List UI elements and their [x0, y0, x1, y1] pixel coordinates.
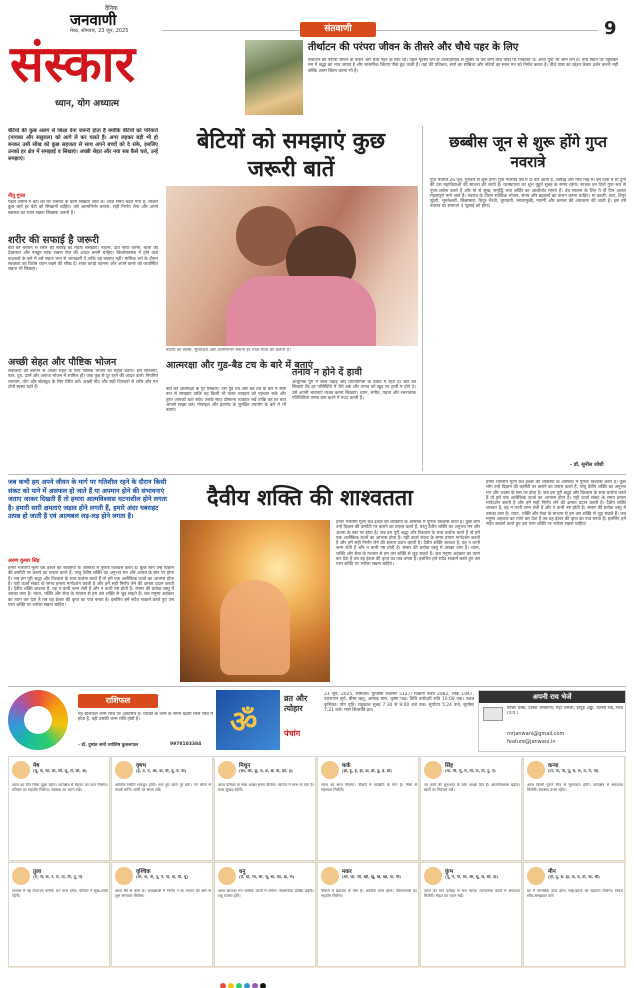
rashi-letters: (भो, जा, जी, खी, खू, खे, खो, गा, गी): [342, 875, 401, 879]
photo-caption: बेटियों को स्वस्थ, सुशिक्षित और आत्मनिर्भर बनाना हर माता-पिता का कर्तव्य है।: [166, 348, 291, 353]
navratra-byline: - डॉ. सुनील जोशी: [570, 462, 604, 468]
rashi-cell: [420, 862, 522, 967]
page-number: 9: [604, 18, 617, 39]
section-divider: [8, 686, 626, 687]
rashi-name: मकर: [342, 869, 352, 875]
rashi-name: तुला: [33, 869, 42, 875]
rashifal-byline: - डॉ. दुष्यंत शर्मा ज्योतिष कुशलपाल: [78, 743, 139, 748]
color-dot: [228, 983, 234, 988]
vrat-label: व्रत और त्योहार: [284, 694, 308, 713]
rashi-text: आर्थिक स्थिति मजबूत होगी। रुके हुए कार्य पूरे होंगे। नए लोगों से संपर्क बनेंगे। वाणी पर संयम रखें।: [115, 783, 211, 792]
rashi-letters: (का, की, कू, घ, ङ, छ, के, को, ह): [239, 769, 293, 773]
section-divider: [8, 474, 626, 475]
rashi-letters: (ये, यो, भा, भी, भू, धा, फा, ढा, भे): [239, 875, 295, 879]
zodiac-sign-icon: [115, 761, 133, 779]
santvani-body: तीर्थाटन की परंपरा जीवन के तीसरे और चौथे पहर के लिए थी। पहले गृहस्थ धर्म के उत्तरदायित्व से मुक्ति पा कर लोग तीर्थ यात्रा पर निकलते थे। आज युवा भी जाने लगे हैं। तीर्थ स्थान पर पहुंचकर मन में श्रद्धा का भाव जगता है और सांसारिक चिंताएं पीछे छूट जाती हैं। वहां की पवित्रता, संतों का सान्निध्य और नदियों का स्नान मन को निर्मल करता है। तीर्थ यात्रा का उद्देश्य केवल दर्शन करना नहीं बल्कि आत्म चिंतन करना भी है।: [308, 58, 618, 74]
rashi-cell: [214, 756, 316, 861]
subhead-cleanliness: शरीर की सफाई है जरूरी: [8, 235, 99, 246]
zodiac-wheel-center: [24, 706, 52, 734]
rashi-name: सिंह: [445, 763, 454, 769]
rashi-cell: [317, 862, 419, 967]
stress-body: आधुनिक युग में बच्चे पढ़ाई और प्रतियोगिता के दबाव में रहते हैं। बेटी को सिखाएं कि हर परिस्थिति में धैर्य रखे और तनाव को खुद पर हावी न होने दे। उसे अपनी भावनाएं व्यक्त करना सिखाएं। ध्यान, संगीत, पढ़ना और रचनात्मक गतिविधियां तनाव कम करने में मदद करती हैं।: [292, 380, 416, 401]
zodiac-sign-icon: [218, 867, 236, 885]
rashi-text: व्यापार में नई योजनाएं बनेंगी। धन लाभ होगा। परिवार में सुख-शांति रहेगी।: [12, 889, 108, 898]
opinion-email-2[interactable]: feature@janwani.in: [507, 739, 556, 745]
opinion-address: फीचर डेस्क, दैनिक जनवाणी, मेट्रो प्लाजा, हापुड़ अड्डा, दिल्ली रोड, मेरठ (उ.प्र.): [507, 706, 623, 717]
rashi-name: वृश्चिक: [136, 869, 151, 875]
rashi-name: कुंभ: [445, 869, 454, 875]
dateline: मेरठ, सोमवार, 23 जून, 2025: [70, 28, 129, 34]
rashi-text: आज आपका मन धार्मिक कार्यों में लगेगा। सामाजिक प्रतिष्ठा बढ़ेगी। शत्रु परास्त होंगे।: [218, 889, 314, 898]
santvani-headline: तीर्थाटन की परंपरा जीवन के तीसरे और चौथे पहर के लिए: [308, 42, 519, 53]
rashi-text: आज किसी पुराने मित्र से मुलाकात होगी। कार्यक्षेत्र में सफलता मिलेगी। स्वास्थ्य उत्तम रहेगा।: [527, 783, 623, 792]
opinion-title: अपनी राय भेजें: [479, 691, 625, 703]
rashi-cell: [523, 862, 625, 967]
zodiac-wheel-icon: [8, 690, 68, 750]
color-dot: [260, 983, 266, 988]
rashi-name: कर्क: [342, 763, 351, 769]
rashi-letters: (तो, ना, नी, नू, ने, नो, या, यी, यू): [136, 875, 189, 879]
rashi-name: कन्या: [548, 763, 559, 769]
envelope-icon: [483, 707, 503, 721]
self-defense-body: बेटी को आत्मरक्षा के गुर सिखाएं। उसे गुड टच और बैड टच के बारे में स्पष्ट रूप से समझाएं ताकि वह किसी भी गलत व्यवहार को पहचान सके और तुरंत आपको बता सके। उसके साथ दोस्ताना व्यवहार रखें ताकि वह हर बात आपसे साझा करे। मोबाइल और इंटरनेट के सुरक्षित उपयोग के बारे में भी बताएं।: [166, 387, 286, 414]
rashi-text: आज परिवार के साथ अच्छा समय बीतेगा। व्यापार में लाभ के योग हैं। यात्रा सुखद रहेगी।: [218, 783, 314, 792]
rashi-name: मेष: [33, 763, 40, 769]
om-graphic: [216, 690, 280, 750]
rashi-letters: (गू, गे, गो, सा, सी, सू, से, सो, दा): [445, 875, 499, 879]
divider: [162, 30, 300, 31]
article-headline-line1: बेटियों को समझाएं कुछ: [196, 128, 386, 154]
rashi-letters: (चू, चे, चो, ला, ली, लू, ले, लो, अ): [33, 769, 87, 773]
divine-hand-photo: [180, 520, 330, 682]
rashi-cell: [8, 862, 110, 967]
pilgrimage-photo: [245, 40, 303, 115]
rashi-cell: [111, 862, 213, 967]
shakti-body-col1: हमारे भारतीय मूल्य ग्रंथ ईश्वर की शक्तियों के अस्तित्व में पूर्णतः विश्वास करते हैं। कुछ लोग उन्हें विज्ञान की कसौटी पर कसने का प्रयास करते हैं, परंतु दैवीय शक्ति का अनुभव मन और आत्मा के स्तर पर होता है। जब हम पूरी श्रद्धा और विश्वास के साथ प्रार्थना करते हैं तो हमें एक अलौकिक ऊर्जा का आभास होता है। यही ऊर्जा संकट के समय हमारा मार्गदर्शन करती है और हमें सही निर्णय लेने की क्षमता प्रदान करती है। दैवीय शक्ति शाश्वत है, वह न कभी जन्म लेती है और न कभी नष्ट होती है। संसार की प्रत्येक वस्तु में उसका वास है। ध्यान, भक्ति और सेवा के माध्यम से हम उस शक्ति से जुड़ सकते हैं। जब मनुष्य अहंकार का त्याग कर देता है तब वह ईश्वर की कृपा का पात्र बनता है। इसलिए हमें सदैव सत्कर्म करते हुए उस परम शक्ति पर भरोसा रखना चाहिए।: [8, 566, 174, 609]
zodiac-sign-icon: [424, 867, 442, 885]
color-dot: [236, 983, 242, 988]
rashi-cell: [214, 862, 316, 967]
column-divider: [422, 126, 423, 471]
rashi-name: वृषभ: [136, 763, 147, 769]
rashi-text: आज धैर्य से काम लें। जल्दबाजी में निर्णय न लें। संतान की ओर से शुभ समाचार मिलेगा।: [115, 889, 211, 898]
zodiac-sign-icon: [321, 761, 339, 779]
divider: [376, 30, 598, 31]
zodiac-sign-icon: [527, 761, 545, 779]
rashifal-intro: यह राशिफल जन्म राशि पर आधारित है। व्यक्ति के जन्म के समय चंद्रमा जिस राशि में होता है, वही उसकी जन्म राशि होती है।: [78, 712, 213, 723]
article-byline: नीतू गुप्ता: [8, 193, 26, 199]
section-ribbon: संतवाणी: [300, 22, 376, 37]
rashi-cell: [111, 756, 213, 861]
rashi-letters: (दी, दू, थ, झ, ञ, दे, दो, चा, ची): [548, 875, 600, 879]
zodiac-sign-icon: [527, 867, 545, 885]
zodiac-sign-icon: [12, 761, 30, 779]
panchang-text: 23 जून, 2025, सोमवार। युधिष्ठिर संवत्सर 5127। विक्रमी संवत 2082, शाके 1947, उत्तरायण सूर्य, ग्रीष्म ऋतु, आषाढ़ मास, कृष्ण पक्ष। तिथि त्रयोदशी रात्रि 10:09 तक। नक्षत्र कृत्तिका। योग धृति। राहुकाल सुबह 7:30 से 9:00 बजे तक। सूर्योदय 5:24 बजे, सूर्यास्त 7:21 बजे। मास शिवरात्रि व्रत।: [324, 692, 474, 713]
color-dot: [220, 983, 226, 988]
rashifal-phone: 9978103384: [170, 742, 202, 747]
rashi-text: नौकरी में बदलाव के योग हैं। आर्थिक लाभ होगा। जीवनसाथी का सहयोग मिलेगा।: [321, 889, 417, 898]
rashi-cell: [317, 756, 419, 861]
zodiac-sign-icon: [115, 867, 133, 885]
rashi-letters: (इ, उ, ए, ओ, वा, वी, वू, वे, वो): [136, 769, 187, 773]
mother-daughter-photo: [166, 186, 418, 346]
panchang-label: पंचांग: [284, 729, 301, 738]
zodiac-sign-icon: [218, 761, 236, 779]
navratra-body: गुप्त नवरात्र 26 जून, गुरुवार से शुरू होंगे। गुप्त नवरात्रि वर्ष में दो बार आती है, आषाढ़ और माघ माह में। इन दिनों में मां दुर्गा की दस महाविद्याओं की साधना की जाती है। घटस्थापना का शुभ मुहूर्त सुबह के समय रहेगा। साधक इन दिनों गुप्त रूप से पूजा-अर्चना करते हैं और मां से सुख, समृद्धि तथा शक्ति का आशीर्वाद मांगते हैं। तंत्र साधना के लिए ये नौ दिन अत्यंत महत्वपूर्ण माने जाते हैं। नवरात्र के दौरान सात्विक भोजन, संयम और ब्रह्मचर्य का पालन करना चाहिए। मां काली, तारा, त्रिपुर सुंदरी, भुवनेश्वरी, छिन्नमस्ता, त्रिपुर भैरवी, धूमावती, बगलामुखी, मातंगी और कमला की आराधना की जाती है। इस वर्ष नवरात्र का समापन 4 जुलाई को होगा।: [430, 178, 626, 210]
rashi-text: घर में मांगलिक कार्य होंगे। भाई-बहनों का सहयोग मिलेगा। निवेश सोच-समझकर करें।: [527, 889, 623, 898]
shakti-body-col2: हमारे भारतीय मूल्य ग्रंथ ईश्वर की शक्तियों के अस्तित्व में पूर्णतः विश्वास करते हैं। कुछ लोग उन्हें विज्ञान की कसौटी पर कसने का प्रयास करते हैं, परंतु दैवीय शक्ति का अनुभव मन और आत्मा के स्तर पर होता है। जब हम पूरी श्रद्धा और विश्वास के साथ प्रार्थना करते हैं तो हमें एक अलौकिक ऊर्जा का आभास होता है। यही ऊर्जा संकट के समय हमारा मार्गदर्शन करती है और हमें सही निर्णय लेने की क्षमता प्रदान करती है। दैवीय शक्ति शाश्वत है, वह न कभी जन्म लेती है और न कभी नष्ट होती है। संसार की प्रत्येक वस्तु में उसका वास है। ध्यान, भक्ति और सेवा के माध्यम से हम उस शक्ति से जुड़ सकते हैं। जब मनुष्य अहंकार का त्याग कर देता है तब वह ईश्वर की कृपा का पात्र बनता है। इसलिए हमें सदैव सत्कर्म करते हुए उस परम शक्ति पर भरोसा रखना चाहिए।: [336, 520, 480, 568]
rashi-name: धनु: [239, 869, 246, 875]
color-dot: [244, 983, 250, 988]
article-intro: बेटियों की कुछ अलग से शिक्षा देना जरूरी होता है क्योंकि बेटियों को परिवारों (मायका और ससुराल) को आगे ले कर चलते हैं। अगर लड़कर बड़ी भी हो बनकर उसी सीख को कुछ सहजता से साथ अपने बच्चों को दे सके, इसलिए उनको हर क्षेत्र में समझाई व सिखाएं। अच्छी सेहत और नया सब कैसे चले, उन्हें समझाएं।: [8, 128, 158, 162]
rashi-letters: (मा, मी, मू, मे, मो, टा, टी, टू, टे): [445, 769, 496, 773]
rashi-letters: (टो, पा, पी, पू, ष, ण, ठ, पे, पो): [548, 769, 599, 773]
photo-hand: [220, 580, 290, 675]
rashi-text: नए कार्य की शुरुआत के लिए अच्छा दिन है। आत्मविश्वास बढ़ेगा। खर्चों पर नियंत्रण रखें।: [424, 783, 520, 792]
color-dot: [252, 983, 258, 988]
shakti-byline: अरुण कुमार सिंह: [8, 558, 40, 564]
rashi-cell: [8, 756, 110, 861]
color-dots: [220, 974, 268, 988]
paper-name: जनवाणी: [70, 11, 117, 29]
cleanliness-body: बेटी को बचपन से शरीर की सफाई का महत्व समझाएं। नहाना, दांत साफ करना, बालों की देखभाल और नाखून साफ रखना रोज की आदत बननी चाहिए। किशोरावस्था में होने वाले बदलावों के बारे में उसे सहज भाव से जानकारी दें ताकि वह घबराए नहीं। मासिक धर्म के दौरान स्वच्छता का विशेष ध्यान रखने की सीख दें। साफ कपड़े पहनना और अपने कमरे को व्यवस्थित रखना भी सिखाएं।: [8, 246, 158, 273]
section-title: संस्कार: [10, 34, 136, 93]
rashifal-title: राशिफल: [78, 694, 158, 708]
zodiac-sign-icon: [12, 867, 30, 885]
paper-prefix: दैनिक: [105, 5, 118, 12]
article-body-start: पहले जमाने में बेटी को घर जरूरत के काम सिखाए जाते थे। आज समय बदल गया है, लेकिन कुछ बातें हर बेटी को सिखानी चाहिए। उसे आत्मनिर्भर बनाना, सही निर्णय लेना और अपने स्वास्थ्य का ध्यान रखना सिखाना जरूरी है।: [8, 200, 158, 216]
brand-block: [10, 4, 160, 124]
section-tagline: ध्यान, योग अध्यात्म: [55, 99, 119, 109]
subhead-self-defense: आत्मरक्षा और गुड-बैड टच के बारे में बताएं: [166, 360, 313, 371]
subhead-stress: तनाव न होने दें हावी: [292, 367, 363, 378]
rashi-name: मिथुन: [239, 763, 251, 769]
rashi-text: आज का दिन उत्साह से भरा रहेगा। रचनात्मक कार्यों में सफलता मिलेगी। सेहत का ध्यान रखें।: [424, 889, 520, 898]
health-body: लड़कियों को बचपन से अच्छी सेहत के लिए पौष्टिक भोजन का महत्व बताएं। हरी सब्जियां, फल, दूध, दालें और अनाज भोजन में शामिल हों। जंक फूड से दूर रहने की आदत डालें। नियमित व्यायाम, योग और खेलकूद के लिए प्रेरित करें। अच्छी नींद और सही दिनचर्या से शरीर और मन दोनों स्वस्थ रहते हैं।: [8, 369, 158, 390]
shakti-headline: दैवीय शक्ति की शाश्वतता: [207, 485, 413, 511]
subhead-health: अच्छी सेहत और पौष्टिक भोजन: [8, 357, 117, 368]
zodiac-sign-icon: [424, 761, 442, 779]
rashi-cell: [523, 756, 625, 861]
rashi-text: आज का दिन मिला-जुला रहेगा। कार्यक्षेत्र में मेहनत का फल मिलेगा। परिवार का सहयोग मिलेगा। स्वास्थ्य का ध्यान रखें।: [12, 783, 108, 792]
rashi-letters: (ही, हू, हे, हो, डा, डी, डू, डे, डो): [342, 769, 392, 773]
rashi-text: भाग्य का साथ मिलेगा। नौकरी में पदोन्नति के योग हैं। मित्रों से सहायता मिलेगी।: [321, 783, 417, 792]
om-icon: ॐ: [230, 705, 258, 740]
shakti-body-col3: हमारे भारतीय मूल्य ग्रंथ ईश्वर की शक्तियों के अस्तित्व में पूर्णतः विश्वास करते हैं। कुछ लोग उन्हें विज्ञान की कसौटी पर कसने का प्रयास करते हैं, परंतु दैवीय शक्ति का अनुभव मन और आत्मा के स्तर पर होता है। जब हम पूरी श्रद्धा और विश्वास के साथ प्रार्थना करते हैं तो हमें एक अलौकिक ऊर्जा का आभास होता है। यही ऊर्जा संकट के समय हमारा मार्गदर्शन करती है और हमें सही निर्णय लेने की क्षमता प्रदान करती है। दैवीय शक्ति शाश्वत है, वह न कभी जन्म लेती है और न कभी नष्ट होती है। संसार की प्रत्येक वस्तु में उसका वास है। ध्यान, भक्ति और सेवा के माध्यम से हम उस शक्ति से जुड़ सकते हैं। जब मनुष्य अहंकार का त्याग कर देता है तब वह ईश्वर की कृपा का पात्र बनता है। इसलिए हमें सदैव सत्कर्म करते हुए उस परम शक्ति पर भरोसा रखना चाहिए।: [486, 480, 626, 528]
article-headline-line2: जरूरी बातें: [247, 156, 335, 182]
shakti-quote: जब कभी हम अपने जीवन के मार्ग पर गतिशील रहने के दौरान किसी संकट को पाने में असफल हो जाते हैं या अपमान होने की संभावनाएं जताए जाकर दिखती हैं तो हमारा आत्मविश्वास घटनाशील होने लगता है। हमारी सारी क्षमताएं जड़ाव होने लगती हैं, हमारे अंदर घबराहट उत्पन्न हो जाती है एवं आत्मबल लड़-लड़ होने लगता है।: [8, 478, 167, 521]
rashi-letters: (रा, री, रू, रे, रो, ता, ती, तू, ते): [33, 875, 83, 879]
opinion-box: [478, 690, 626, 752]
zodiac-sign-icon: [321, 867, 339, 885]
photo-figure: [226, 276, 376, 346]
opinion-email[interactable]: mrjanwani@gmail.com: [507, 731, 565, 737]
rashi-name: मीन: [548, 869, 556, 875]
navratra-headline: छब्बीस जून से शुरू होंगे गुप्त नवरात्रे: [449, 133, 607, 171]
rashi-grid: [8, 756, 626, 968]
rashi-cell: [420, 756, 522, 861]
